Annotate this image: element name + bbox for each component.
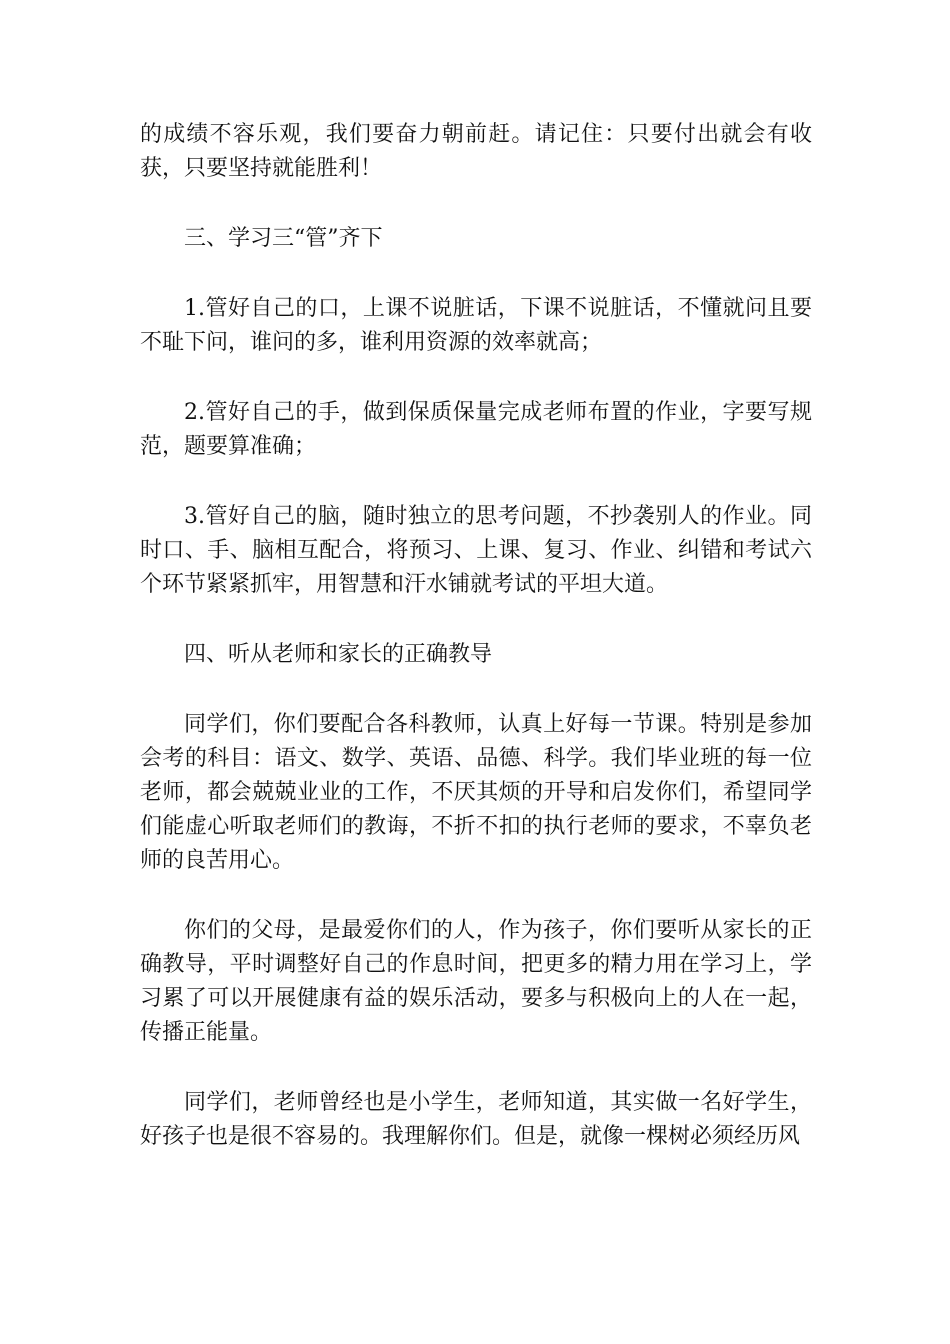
section-heading-four: 四、听从老师和家长的正确教导 xyxy=(184,642,493,667)
paragraph-continuation: 的成绩不容乐观，我们要奋力朝前赶。请记住：只要付出就会有收获，只要坚持就能胜利！ xyxy=(140,122,812,181)
document-body xyxy=(140,118,812,1190)
paragraph-item-2: 2.管好自己的手，做到保质保量完成老师布置的作业，字要写规范，题要算准确； xyxy=(140,400,812,459)
paragraph-closing: 同学们，老师曾经也是小学生，老师知道，其实做一名好学生，好孩子也是很不容易的。我理解你们。但是，就像一棵树必须经历风 xyxy=(140,1090,812,1149)
paragraph-parents: 你们的父母，是最爱你们的人，作为孩子，你们要听从家长的正确教导，平时调整好自己的作息时间，把更多的精力用在学习上，学习累了可以开展健康有益的娱乐活动，要多与积极向上的人在一起，传播正能量。 xyxy=(140,918,812,1045)
paragraph-teachers: 同学们，你们要配合各科教师，认真上好每一节课。特别是参加会考的科目：语文、数学、英语、品德、科学。我们毕业班的每一位老师，都会兢兢业业的工作，不厌其烦的开导和启发你们，希望同学们能虚心听取老师们的教诲，不折不扣的执行老师的要求，不辜负老师的良苦用心。 xyxy=(140,712,812,873)
paragraph-item-3: 3.管好自己的脑，随时独立的思考问题，不抄袭别人的作业。同时口、手、脑相互配合，将预习、上课、复习、作业、纠错和考试六个环节紧紧抓牢，用智慧和汗水铺就考试的平坦大道。 xyxy=(140,504,812,597)
section-heading-three: 三、学习三“管”齐下 xyxy=(184,226,383,251)
paragraph-item-1: 1.管好自己的口，上课不说脏话，下课不说脏话，不懂就问且要不耻下问，谁问的多，谁利用资源的效率就高； xyxy=(140,296,812,355)
